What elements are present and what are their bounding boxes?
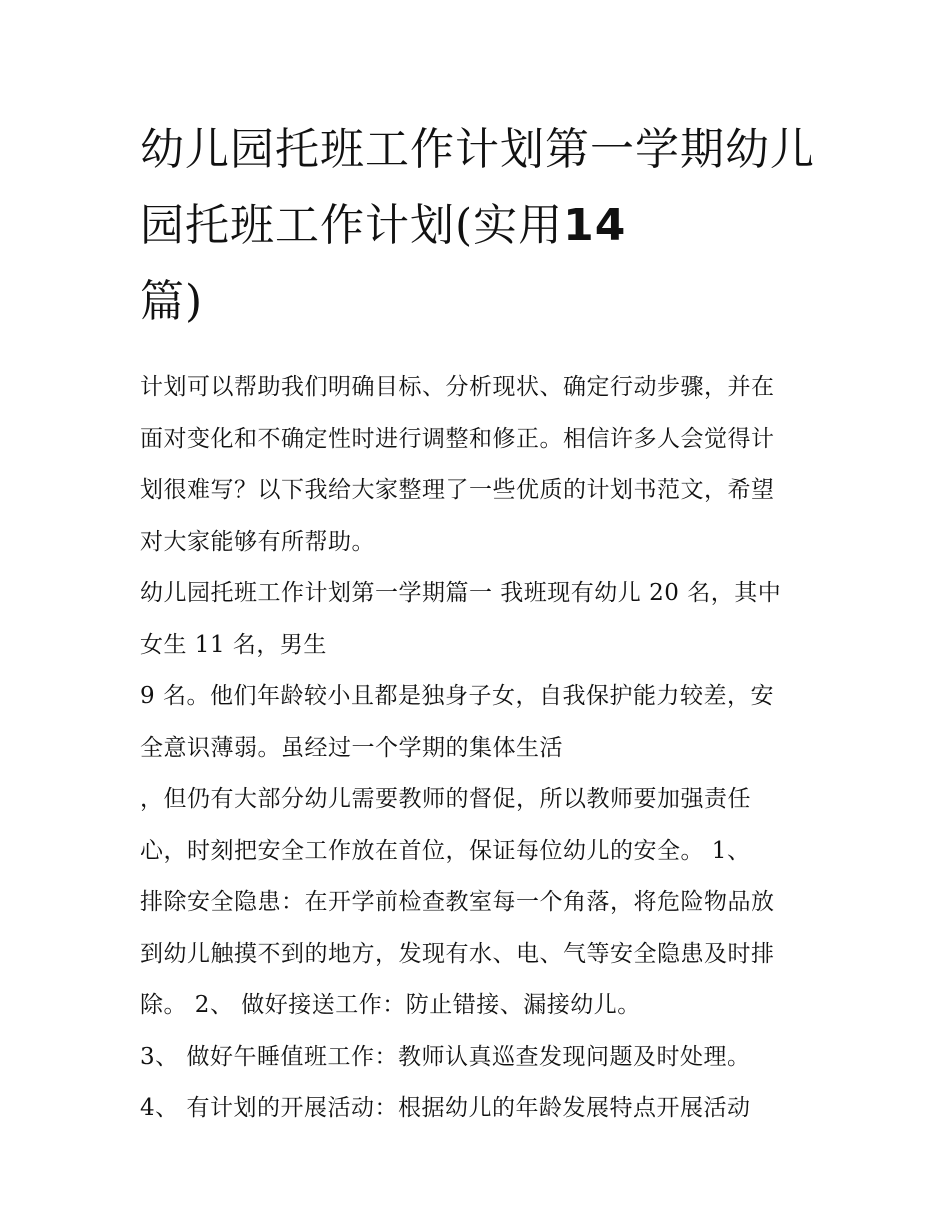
text-line: 4、 有计划的开展活动：根据幼儿的年龄发展特点开展活动 xyxy=(140,1095,751,1121)
text-line: 划很难写？以下我给大家整理了一些优质的计划书范文，希望 xyxy=(140,477,775,503)
document-page xyxy=(140,112,820,1135)
text-line: 计划可以帮助我们明确目标、分析现状、确定行动步骤，并在 xyxy=(140,374,775,400)
text-line: 幼儿园托班工作计划第一学期篇一 我班现有幼儿 20 名，其中 xyxy=(140,580,782,606)
text-line: 对大家能够有所帮助。 xyxy=(140,528,375,555)
text-line: 除。 2、 做好接送工作：防止错接、漏接幼儿。 xyxy=(140,992,641,1018)
title-number: 14 xyxy=(563,200,627,251)
text-line: 女生 11 名，男生 xyxy=(140,631,327,658)
text-line: 到幼儿触摸不到的地方，发现有水、电、气等安全隐患及时排 xyxy=(140,940,775,967)
text-line: 全意识薄弱。虽经过一个学期的集体生活 xyxy=(140,734,563,761)
text-line: 9 名。他们年龄较小且都是独身子女，自我保护能力较差，安 xyxy=(140,683,774,709)
body-paragraph xyxy=(140,568,820,1135)
text-line: 3、 做好午睡值班工作：教师认真巡查发现问题及时处理。 xyxy=(140,1043,751,1070)
title-text: 幼儿园托班工作计划第一学期幼儿园托班工作计划(实用 xyxy=(140,124,815,251)
text-line: 面对变化和不确定性时进行调整和修正。相信许多人会觉得计 xyxy=(140,425,775,452)
text-line: ，但仍有大部分幼儿需要教师的督促，所以教师要加强责任 xyxy=(140,786,751,812)
text-line: 心，时刻把安全工作放在首位，保证每位幼儿的安全。 1、 xyxy=(140,837,751,864)
text-line: 排除安全隐患：在开学前检查教室每一个角落，将危险物品放 xyxy=(140,889,775,915)
intro-paragraph xyxy=(140,362,820,568)
title-text-end: 篇) xyxy=(140,276,204,327)
document-title xyxy=(140,112,820,340)
